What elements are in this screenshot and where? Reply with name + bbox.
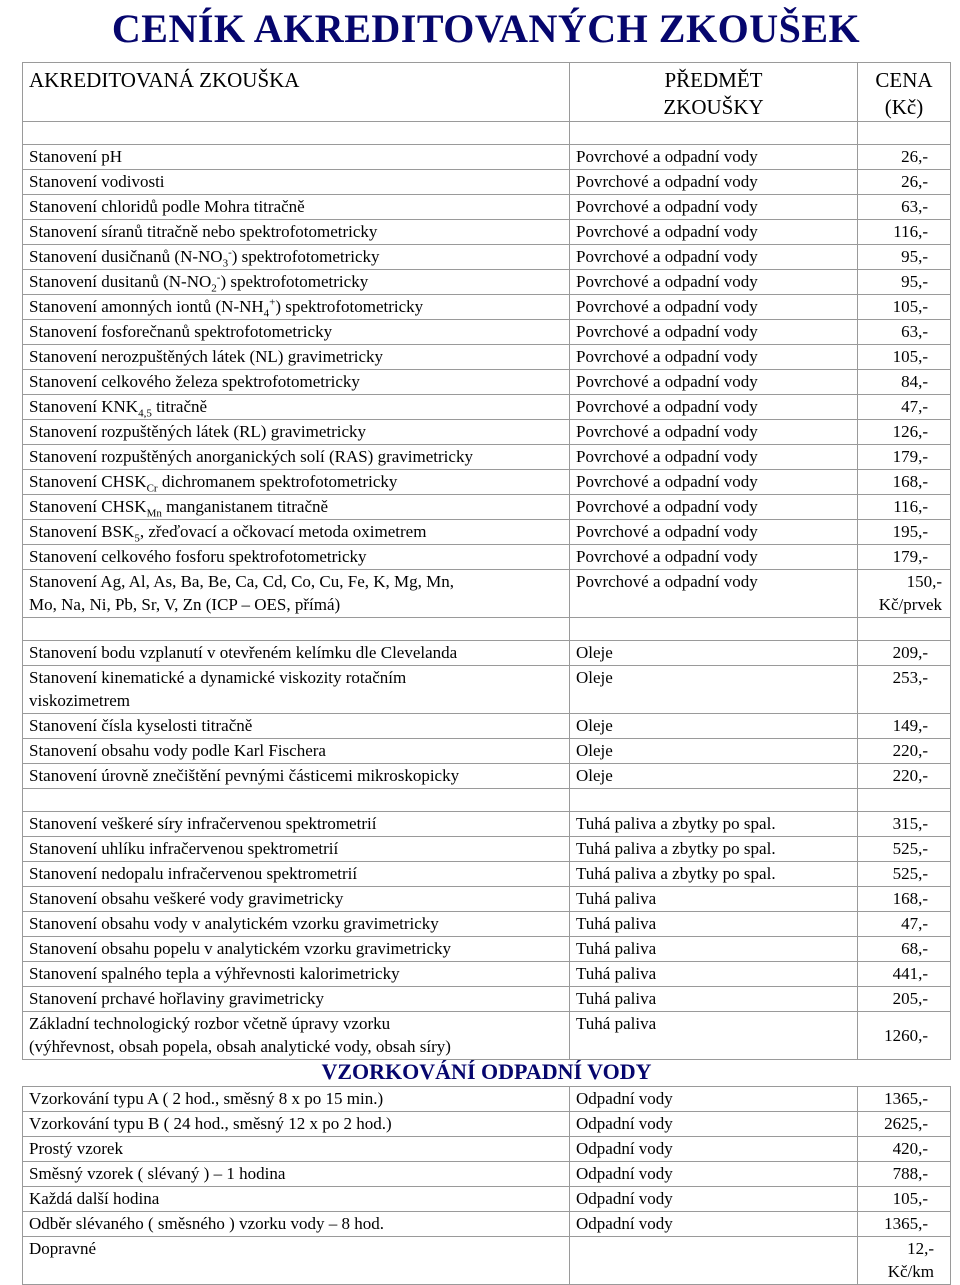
test-subject: Odpadní vody xyxy=(570,1187,858,1212)
test-subject: Povrchové a odpadní vody xyxy=(570,245,858,270)
header-subject-line2: ZKOUŠKY xyxy=(663,95,764,119)
test-name-text: ) spektrofotometricky xyxy=(231,247,380,266)
test-price: 179,- xyxy=(858,445,951,470)
header-price-line2: (Kč) xyxy=(884,95,924,119)
test-name: Stanovení síranů titračně nebo spektrofotometricky xyxy=(23,220,570,245)
test-subject xyxy=(570,1237,858,1285)
header-price xyxy=(858,63,951,122)
test-name-text: , zřeďovací a očkovací metoda oximetrem xyxy=(139,522,427,541)
test-price: 420,- xyxy=(858,1137,951,1162)
test-name-superscript: - xyxy=(216,271,221,284)
test-name-subscript: 5 xyxy=(134,532,140,545)
test-price: 179,- xyxy=(858,545,951,570)
test-subject: Povrchové a odpadní vody xyxy=(570,520,858,545)
table-row xyxy=(23,912,951,937)
test-name: Stanovení uhlíku infračervenou spektrometrií xyxy=(23,837,570,862)
test-subject: Odpadní vody xyxy=(570,1137,858,1162)
test-subject: Povrchové a odpadní vody xyxy=(570,370,858,395)
table-row xyxy=(23,495,951,520)
test-price: 788,- xyxy=(858,1162,951,1187)
test-name: Stanovení fosforečnanů spektrofotometricky xyxy=(23,320,570,345)
test-subject: Povrchové a odpadní vody xyxy=(570,270,858,295)
test-name: Vzorkování typu A ( 2 hod., směsný 8 x po 15 min.) xyxy=(23,1087,570,1112)
test-subject: Povrchové a odpadní vody xyxy=(570,470,858,495)
table-row xyxy=(23,812,951,837)
table-row xyxy=(23,1137,951,1162)
test-price: 105,- xyxy=(858,345,951,370)
empty-cell xyxy=(570,122,858,145)
test-price: 195,- xyxy=(858,520,951,545)
table-row xyxy=(23,1112,951,1137)
test-price: 95,- xyxy=(858,245,951,270)
test-subject: Tuhá paliva a zbytky po spal. xyxy=(570,837,858,862)
test-name-text: Stanovení amonných iontů (N-NH xyxy=(29,297,264,316)
test-subject: Odpadní vody xyxy=(570,1112,858,1137)
table-row xyxy=(23,570,951,618)
spacer-row xyxy=(23,618,951,641)
test-price: 95,- xyxy=(858,270,951,295)
test-name-text: Stanovení CHSK xyxy=(29,472,147,491)
test-price: 47,- xyxy=(858,912,951,937)
test-name-subscript: Cr xyxy=(146,482,158,495)
test-name-line2: Mo, Na, Ni, Pb, Sr, V, Zn (ICP – OES, přímá) xyxy=(29,595,341,614)
table-row xyxy=(23,1012,951,1060)
test-name: Stanovení celkového železa spektrofotometricky xyxy=(23,370,570,395)
test-subject: Tuhá paliva xyxy=(570,962,858,987)
test-subject: Tuhá paliva a zbytky po spal. xyxy=(570,812,858,837)
table-row xyxy=(23,937,951,962)
test-name xyxy=(23,570,570,618)
test-name-subscript: 2 xyxy=(211,282,217,295)
test-price: 441,- xyxy=(858,962,951,987)
test-name: Stanovení obsahu vody podle Karl Fischera xyxy=(23,739,570,764)
test-name-line1: Základní technologický rozbor včetně úpravy vzorku xyxy=(29,1014,391,1033)
spacer-row xyxy=(23,789,951,812)
test-price: 105,- xyxy=(858,295,951,320)
test-name: Stanovení rozpuštěných anorganických solí (RAS) gravimetricky xyxy=(23,445,570,470)
table-row xyxy=(23,295,951,320)
test-price xyxy=(858,1237,951,1285)
test-name: Stanovení nerozpuštěných látek (NL) gravimetricky xyxy=(23,345,570,370)
table-row xyxy=(23,1187,951,1212)
test-name-text: manganistanem titračně xyxy=(161,497,329,516)
table-row xyxy=(23,545,951,570)
test-price: 209,- xyxy=(858,641,951,666)
price-unit: Kč/prvek xyxy=(878,595,942,614)
test-subject: Oleje xyxy=(570,641,858,666)
test-name: Každá další hodina xyxy=(23,1187,570,1212)
section-title-row xyxy=(23,1060,951,1087)
test-name-subscript: 4 xyxy=(263,307,270,320)
test-subject: Povrchové a odpadní vody xyxy=(570,195,858,220)
table-row xyxy=(23,245,951,270)
test-name-text: ) spektrofotometricky xyxy=(220,272,369,291)
page-title: CENÍK AKREDITOVANÝCH ZKOUŠEK xyxy=(111,6,861,51)
test-name: Stanovení pH xyxy=(23,145,570,170)
test-price: 205,- xyxy=(858,987,951,1012)
test-subject: Tuhá paliva a zbytky po spal. xyxy=(570,862,858,887)
test-name-subscript: 4,5 xyxy=(138,407,152,420)
test-name: Dopravné xyxy=(23,1237,570,1285)
empty-cell xyxy=(23,789,570,812)
test-subject: Tuhá paliva xyxy=(570,912,858,937)
test-name-line1: Stanovení Ag, Al, As, Ba, Be, Ca, Cd, Co, Cu, Fe, K, Mg, Mn, xyxy=(29,572,455,591)
test-name: Odběr slévaného ( směsného ) vzorku vody – 8 hod. xyxy=(23,1212,570,1237)
test-subject: Oleje xyxy=(570,714,858,739)
price-value: 12,- xyxy=(907,1239,934,1258)
table-row xyxy=(23,395,951,420)
empty-cell xyxy=(570,789,858,812)
test-name: Stanovení chloridů podle Mohra titračně xyxy=(23,195,570,220)
test-name-text: titračně xyxy=(151,397,208,416)
table-row xyxy=(23,320,951,345)
test-price: 168,- xyxy=(858,470,951,495)
test-subject: Povrchové a odpadní vody xyxy=(570,220,858,245)
empty-cell xyxy=(23,122,570,145)
test-name: Stanovení bodu vzplanutí v otevřeném kelímku dle Clevelanda xyxy=(23,641,570,666)
test-name xyxy=(23,270,570,295)
test-name: Stanovení spalného tepla a výhřevnosti kalorimetricky xyxy=(23,962,570,987)
test-name xyxy=(23,295,570,320)
table-row xyxy=(23,370,951,395)
test-subject: Povrchové a odpadní vody xyxy=(570,445,858,470)
spacer-row xyxy=(23,122,951,145)
table-row xyxy=(23,445,951,470)
empty-cell xyxy=(23,618,570,641)
test-subject: Oleje xyxy=(570,666,858,714)
test-subject: Tuhá paliva xyxy=(570,937,858,962)
test-name-subscript: Mn xyxy=(146,507,162,520)
test-price: 63,- xyxy=(858,320,951,345)
test-price xyxy=(858,570,951,618)
table-row xyxy=(23,195,951,220)
empty-cell xyxy=(858,122,951,145)
test-name: Stanovení obsahu veškeré vody gravimetricky xyxy=(23,887,570,912)
table-header-row xyxy=(23,63,951,122)
test-price: 168,- xyxy=(858,887,951,912)
test-subject: Tuhá paliva xyxy=(570,1012,858,1060)
test-price: 116,- xyxy=(858,220,951,245)
table-row xyxy=(23,145,951,170)
test-name-text: Stanovení dusitanů (N-NO xyxy=(29,272,212,291)
empty-cell xyxy=(858,618,951,641)
test-name: Vzorkování typu B ( 24 hod., směsný 12 x po 2 hod.) xyxy=(23,1112,570,1137)
test-name: Stanovení nedopalu infračervenou spektrometrií xyxy=(23,862,570,887)
test-price: 525,- xyxy=(858,837,951,862)
table-row xyxy=(23,987,951,1012)
table-row xyxy=(23,470,951,495)
table-row xyxy=(23,220,951,245)
test-price: 1260,- xyxy=(858,1012,951,1060)
empty-cell xyxy=(858,789,951,812)
test-subject: Odpadní vody xyxy=(570,1087,858,1112)
test-name: Stanovení obsahu popelu v analytickém vzorku gravimetricky xyxy=(23,937,570,962)
test-price: 84,- xyxy=(858,370,951,395)
test-name-line2: viskozimetrem xyxy=(29,691,131,710)
price-value: 150,- xyxy=(906,572,942,591)
table-row xyxy=(23,420,951,445)
test-subject: Povrchové a odpadní vody xyxy=(570,345,858,370)
test-price: 26,- xyxy=(858,170,951,195)
table-row xyxy=(23,1212,951,1237)
header-subject-line1: PŘEDMĚT xyxy=(664,68,763,92)
test-price: 126,- xyxy=(858,420,951,445)
test-name xyxy=(23,666,570,714)
price-table-body xyxy=(23,63,951,1285)
test-price: 116,- xyxy=(858,495,951,520)
test-name: Prostý vzorek xyxy=(23,1137,570,1162)
test-price: 1365,- xyxy=(858,1212,951,1237)
test-name: Stanovení prchavé hořlaviny gravimetricky xyxy=(23,987,570,1012)
test-subject: Tuhá paliva xyxy=(570,987,858,1012)
table-row xyxy=(23,1237,951,1285)
table-row xyxy=(23,764,951,789)
test-name xyxy=(23,520,570,545)
test-price: 63,- xyxy=(858,195,951,220)
test-price: 315,- xyxy=(858,812,951,837)
test-name: Směsný vzorek ( slévaný ) – 1 hodina xyxy=(23,1162,570,1187)
test-subject: Tuhá paliva xyxy=(570,887,858,912)
test-name: Stanovení veškeré síry infračervenou spektrometrií xyxy=(23,812,570,837)
table-row xyxy=(23,887,951,912)
test-price: 220,- xyxy=(858,739,951,764)
test-name xyxy=(23,470,570,495)
test-name: Stanovení rozpuštěných látek (RL) gravimetricky xyxy=(23,420,570,445)
test-price: 68,- xyxy=(858,937,951,962)
test-name xyxy=(23,245,570,270)
test-subject: Povrchové a odpadní vody xyxy=(570,545,858,570)
test-subject: Odpadní vody xyxy=(570,1162,858,1187)
test-name-text: Stanovení BSK xyxy=(29,522,135,541)
table-row xyxy=(23,520,951,545)
test-name: Stanovení obsahu vody v analytickém vzorku gravimetricky xyxy=(23,912,570,937)
test-name-text: Stanovení CHSK xyxy=(29,497,147,516)
table-row xyxy=(23,170,951,195)
test-price: 47,- xyxy=(858,395,951,420)
test-price: 1365,- xyxy=(858,1087,951,1112)
test-subject: Povrchové a odpadní vody xyxy=(570,320,858,345)
test-subject: Povrchové a odpadní vody xyxy=(570,420,858,445)
test-name-subscript: 3 xyxy=(222,257,229,270)
test-name-text: dichromanem spektrofotometricky xyxy=(157,472,398,491)
table-row xyxy=(23,270,951,295)
header-test: AKREDITOVANÁ ZKOUŠKA xyxy=(23,63,570,122)
test-name xyxy=(23,395,570,420)
test-subject: Oleje xyxy=(570,764,858,789)
table-row xyxy=(23,641,951,666)
test-price: 105,- xyxy=(858,1187,951,1212)
table-row xyxy=(23,345,951,370)
table-row xyxy=(23,666,951,714)
test-name-superscript: + xyxy=(269,296,276,309)
test-price: 26,- xyxy=(858,145,951,170)
test-name: Stanovení celkového fosforu spektrofotometricky xyxy=(23,545,570,570)
table-row xyxy=(23,1087,951,1112)
test-price: 2625,- xyxy=(858,1112,951,1137)
header-subject xyxy=(570,63,858,122)
test-name: Stanovení úrovně znečištění pevnými částicemi mikroskopicky xyxy=(23,764,570,789)
test-subject: Povrchové a odpadní vody xyxy=(570,395,858,420)
test-name-line1: Stanovení kinematické a dynamické viskozity rotačním xyxy=(29,668,407,687)
test-name xyxy=(23,495,570,520)
table-row xyxy=(23,714,951,739)
test-subject: Povrchové a odpadní vody xyxy=(570,145,858,170)
test-price: 149,- xyxy=(858,714,951,739)
header-price-line1: CENA xyxy=(875,68,933,92)
test-name-text: Stanovení dusičnanů (N-NO xyxy=(29,247,223,266)
test-name xyxy=(23,1012,570,1060)
test-name-line2: (výhřevnost, obsah popela, obsah analytické vody, obsah síry) xyxy=(29,1037,451,1056)
table-row xyxy=(23,862,951,887)
test-price: 253,- xyxy=(858,666,951,714)
test-subject: Povrchové a odpadní vody xyxy=(570,495,858,520)
test-subject: Odpadní vody xyxy=(570,1212,858,1237)
test-subject: Oleje xyxy=(570,739,858,764)
test-name-text: Stanovení KNK xyxy=(29,397,139,416)
price-unit: Kč/km xyxy=(887,1262,934,1281)
section-title: VZORKOVÁNÍ ODPADNÍ VODY xyxy=(23,1060,951,1087)
table-row xyxy=(23,962,951,987)
test-name-text: ) spektrofotometricky xyxy=(275,297,424,316)
test-name-superscript: - xyxy=(228,246,232,259)
test-subject: Povrchové a odpadní vody xyxy=(570,570,858,618)
test-subject: Povrchové a odpadní vody xyxy=(570,170,858,195)
price-table xyxy=(22,62,951,1285)
test-price: 525,- xyxy=(858,862,951,887)
test-price: 220,- xyxy=(858,764,951,789)
table-row xyxy=(23,837,951,862)
table-row xyxy=(23,1162,951,1187)
test-name: Stanovení čísla kyselosti titračně xyxy=(23,714,570,739)
empty-cell xyxy=(570,618,858,641)
table-row xyxy=(23,739,951,764)
test-name: Stanovení vodivosti xyxy=(23,170,570,195)
test-subject: Povrchové a odpadní vody xyxy=(570,295,858,320)
